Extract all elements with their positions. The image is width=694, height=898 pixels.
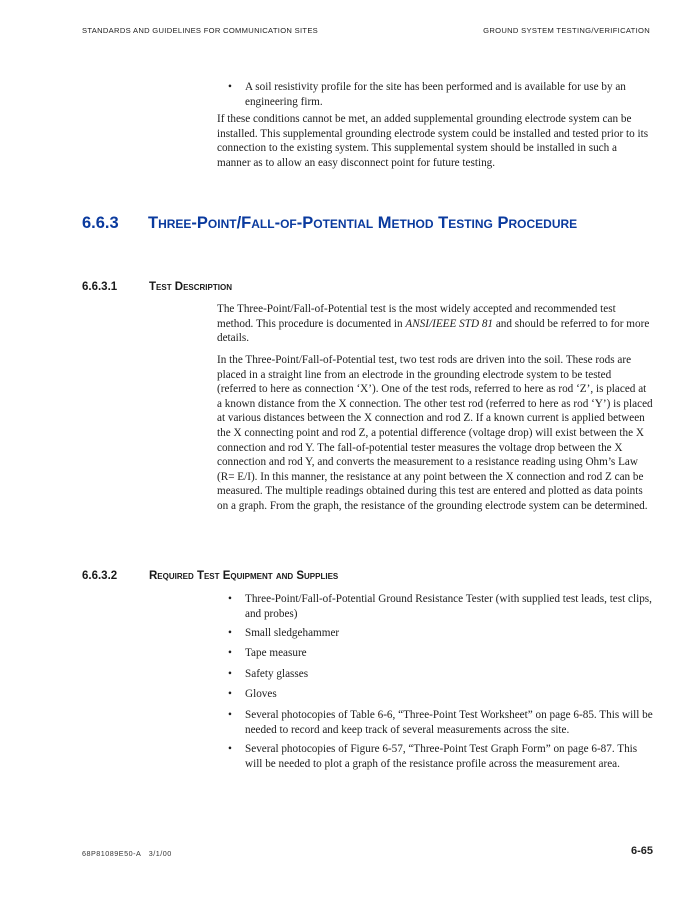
footer-date: 3/1/00 [148, 849, 172, 858]
bullet-icon: • [228, 627, 232, 639]
bullet-icon: • [228, 647, 232, 659]
bullet-icon: • [228, 688, 232, 700]
bullet-icon: • [228, 593, 232, 605]
equipment-item: Several photocopies of Figure 6-57, “Three-Point Test Graph Form” on page 6-87. This will be needed to plot a graph of the resistance profile across the measurement area. [245, 743, 638, 770]
test-description-para-2: In the Three-Point/Fall-of-Potential test, two test rods are driven into the soil. These rods are placed in a straight line from an electrode in the grounding electrode system to be tested (referred to here as connection ‘X’). One of the test rods, referred to here as rod ‘Z’, is placed at a known distance from the X connection. The other test rod (referred to here as rod ‘Y’) is placed at various distances between the X connection and rod Z. If a known current is applied between the X connecting point and rod Z, a potential difference (voltage drop) will exist between the X connection and rod Y. The fall-of-potential tester measures the voltage drop between the X connection and rod Y, and converts the measurement to a resistance reading using Ohm’s Law (R= E/I). In this manner, the resistance at any point between the X connection and rod Z can be measured. The multiple readings obtained during this test are entered and plotted as data points on a graph. From the graph, the resistance of the grounding electrode system can be determined. [217, 354, 653, 512]
subsection-1-title: Test Description [149, 281, 232, 293]
equipment-item: Safety glasses [245, 668, 309, 680]
equipment-item: Small sledgehammer [245, 627, 340, 639]
equipment-item: Several photocopies of Table 6-6, “Three-Point Test Worksheet” on page 6-85. This will be needed to record and keep track of several measurements across the site. [245, 709, 653, 736]
test-description-para-1 [217, 302, 653, 346]
subsection-heading-2 [82, 570, 338, 582]
section-heading [82, 212, 642, 234]
subsection-2-number: 6.6.3.2 [82, 570, 118, 582]
equipment-item: Three-Point/Fall-of-Potential Ground Resistance Tester (with supplied test leads, test clips, and probes) [245, 593, 652, 620]
equipment-item: Gloves [245, 688, 277, 700]
footer-doc-id: 68P81089E50-A [82, 849, 142, 858]
bullet-icon: • [228, 668, 232, 680]
bullet-icon: • [228, 709, 232, 721]
subsection-2-title: Required Test Equipment and Supplies [149, 570, 339, 582]
footer-doc-info [82, 849, 172, 858]
intro-paragraph: If these conditions cannot be met, an added supplemental grounding electrode system can be installed. This supplemental grounding electrode system could be installed and tested prior to its connection to the existing system. This supplemental system should be installed in such a manner as to allow an easy disconnect point for future testing. [217, 113, 649, 169]
subsection-heading-1 [82, 281, 232, 293]
intro-bullet: A soil resistivity profile for the site has been performed and is available for use by an engineering firm. [245, 81, 626, 108]
running-header-right: GROUND SYSTEM TESTING/VERIFICATION [483, 26, 650, 35]
bullet-icon: • [228, 743, 232, 755]
standard-reference: ANSI/IEEE STD 81 [405, 317, 494, 330]
para1-text-a: The Three-Point/Fall-of-Potential test is the most widely accepted and recommended test method. This procedure is documented in [217, 303, 616, 330]
equipment-item: Tape measure [245, 647, 307, 659]
para1-text-b: and should be referred to for more details. [217, 317, 650, 345]
page-number: 6-65 [630, 845, 653, 857]
running-header-left: STANDARDS AND GUIDELINES FOR COMMUNICATION SITES [82, 26, 319, 35]
section-number: 6.6.3 [82, 214, 119, 232]
section-title: Three-Point/Fall-of-Potential Method Testing Procedure [148, 214, 578, 232]
subsection-1-number: 6.6.3.1 [82, 281, 118, 293]
bullet-icon: • [228, 81, 232, 93]
